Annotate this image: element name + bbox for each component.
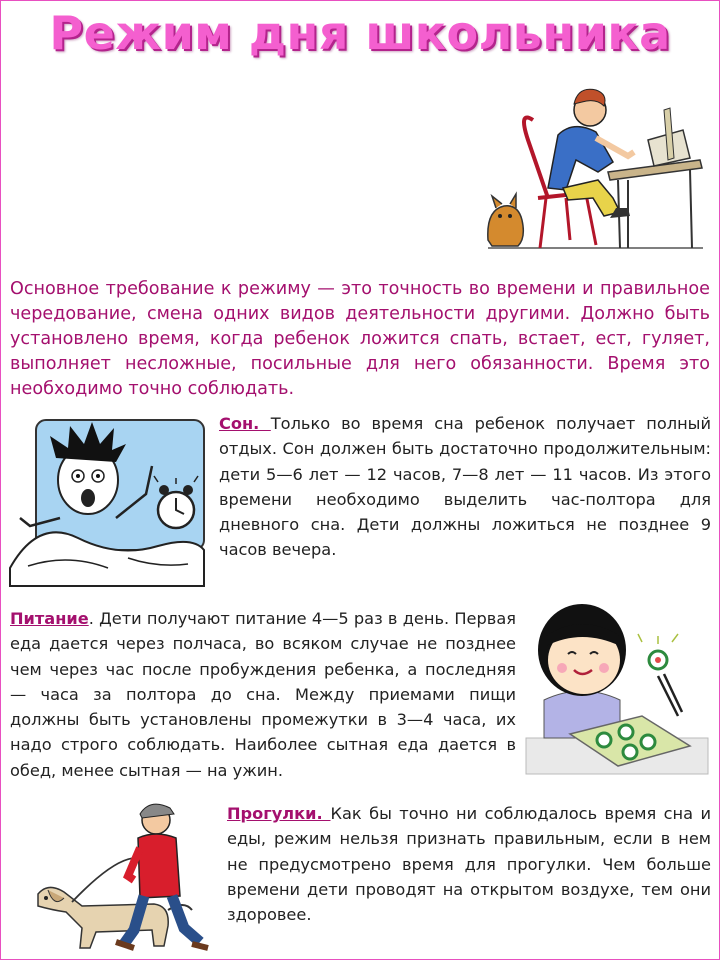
section-food-text: . Дети получают питание 4—5 раз в день. Первая еда дается через полчаса, во всяком случае не позднее чем через час после пробуждения ребенка, а последняя — часа за полтора до сна. Между приемами пищи должны быть установлены промежутки в 3—4 часа, их надо строго соблюдать. Наиболее сытная еда дается в обед, менее сытная — на ужин. <box>10 609 516 780</box>
section-walk <box>227 801 711 927</box>
section-food <box>10 606 516 783</box>
boy-walking-dog-illustration <box>24 798 214 956</box>
girl-eating-illustration <box>522 598 712 778</box>
intro-text: Основное требование к режиму — это точность во времени и правильное чередование, смена одних видов деятельности другими. Должно быть установлено время, когда ребенок ложится спать, встает, ест, гуляет, выполняет несложные, посильные для него обязанности. Время это необходимо точно соблюдать. <box>10 279 710 399</box>
section-sleep-text: Только во время сна ребенок получает полный отдых. Сон должен быть достаточно продолжительным: дети 5—6 лет — 12 часов, 7—8 лет — 11 часов. Из этого времени необходимо выделить час-полтора для дневного сна. Дети должны ложиться не позднее 9 часов вечера. <box>219 414 711 560</box>
page-title: Режим дня школьника <box>49 6 671 60</box>
waking-up-illustration <box>8 418 208 588</box>
boy-studying-illustration <box>478 80 708 255</box>
section-food-heading: Питание <box>10 609 89 628</box>
section-sleep <box>219 411 711 563</box>
section-walk-text: Как бы точно ни соблюдалось время сна и еды, режим нельзя признать правильным, если в нем не предусмотрено время для прогулки. Чем больше времени дети проводят на открытом воздухе, тем они здоровее. <box>227 804 711 925</box>
section-walk-heading: Прогулки. <box>227 804 331 823</box>
section-sleep-heading: Сон. <box>219 414 271 433</box>
